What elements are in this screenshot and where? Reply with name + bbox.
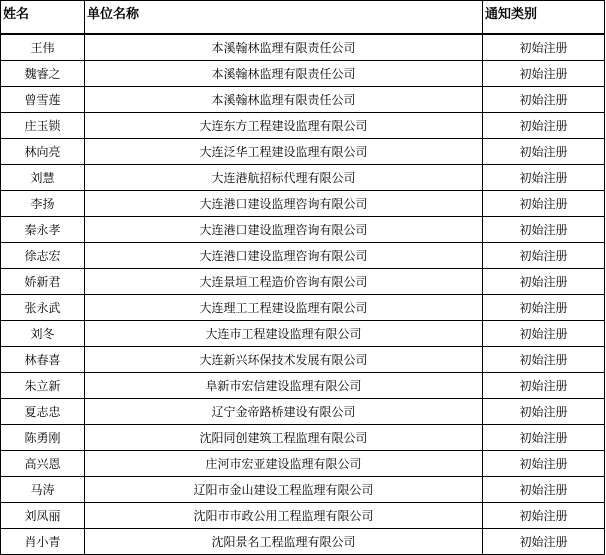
cell-type[interactable]: 初始注册	[483, 269, 605, 295]
cell-type[interactable]: 初始注册	[483, 87, 605, 113]
cell-org[interactable]: 庄河市宏亚建设监理有限公司	[85, 451, 483, 477]
table-row	[1, 191, 605, 217]
cell-name[interactable]: 秦永孝	[1, 217, 85, 243]
cell-type[interactable]: 初始注册	[483, 451, 605, 477]
cell-name[interactable]: 刘冬	[1, 321, 85, 347]
table-row	[1, 295, 605, 321]
table-row	[1, 87, 605, 113]
cell-org[interactable]: 阜新市宏信建设监理有限公司	[85, 373, 483, 399]
table-row	[1, 477, 605, 503]
table-row	[1, 165, 605, 191]
cell-org[interactable]: 大连港口建设监理咨询有限公司	[85, 217, 483, 243]
header-org[interactable]: 单位名称	[85, 1, 483, 35]
header-row	[1, 1, 605, 35]
cell-type[interactable]: 初始注册	[483, 217, 605, 243]
table-row	[1, 269, 605, 295]
cell-name[interactable]: 徐志宏	[1, 243, 85, 269]
table-row	[1, 243, 605, 269]
header-type[interactable]: 通知类别	[483, 1, 605, 35]
table-row	[1, 217, 605, 243]
cell-name[interactable]: 肖小青	[1, 529, 85, 555]
cell-org[interactable]: 大连港口建设监理咨询有限公司	[85, 243, 483, 269]
table-row	[1, 321, 605, 347]
table-row	[1, 347, 605, 373]
cell-name[interactable]: 林向亮	[1, 139, 85, 165]
cell-org[interactable]: 大连港口建设监理咨询有限公司	[85, 191, 483, 217]
cell-org[interactable]: 沈阳市市政公用工程监理有限公司	[85, 503, 483, 529]
cell-type[interactable]: 初始注册	[483, 113, 605, 139]
table-row	[1, 451, 605, 477]
table-row	[1, 503, 605, 529]
table-row	[1, 113, 605, 139]
table-row	[1, 61, 605, 87]
table-row	[1, 425, 605, 451]
cell-org[interactable]: 辽阳市金山建设工程监理有限公司	[85, 477, 483, 503]
cell-name[interactable]: 张永武	[1, 295, 85, 321]
cell-type[interactable]: 初始注册	[483, 61, 605, 87]
table-row	[1, 399, 605, 425]
cell-org[interactable]: 大连泛华工程建设监理有限公司	[85, 139, 483, 165]
cell-org[interactable]: 沈阳同创建筑工程监理有限公司	[85, 425, 483, 451]
cell-name[interactable]: 刘慧	[1, 165, 85, 191]
cell-type[interactable]: 初始注册	[483, 243, 605, 269]
cell-type[interactable]: 初始注册	[483, 165, 605, 191]
cell-org[interactable]: 辽宁金帝路桥建设有限公司	[85, 399, 483, 425]
cell-name[interactable]: 朱立新	[1, 373, 85, 399]
cell-name[interactable]: 娇新君	[1, 269, 85, 295]
cell-type[interactable]: 初始注册	[483, 425, 605, 451]
cell-type[interactable]: 初始注册	[483, 503, 605, 529]
cell-org[interactable]: 大连东方工程建设监理有限公司	[85, 113, 483, 139]
table-row	[1, 139, 605, 165]
cell-org[interactable]: 大连理工工程建设监理有限公司	[85, 295, 483, 321]
cell-org[interactable]: 沈阳景名工程监理有限公司	[85, 529, 483, 555]
cell-type[interactable]: 初始注册	[483, 34, 605, 61]
cell-name[interactable]: 曾雪莲	[1, 87, 85, 113]
cell-name[interactable]: 魏睿之	[1, 61, 85, 87]
cell-type[interactable]: 初始注册	[483, 321, 605, 347]
cell-org[interactable]: 大连新兴环保技术发展有限公司	[85, 347, 483, 373]
cell-type[interactable]: 初始注册	[483, 399, 605, 425]
cell-name[interactable]: 王伟	[1, 34, 85, 61]
cell-name[interactable]: 陈勇刚	[1, 425, 85, 451]
table-row	[1, 529, 605, 555]
cell-name[interactable]: 李扬	[1, 191, 85, 217]
table-row	[1, 373, 605, 399]
cell-name[interactable]: 庄玉锁	[1, 113, 85, 139]
cell-type[interactable]: 初始注册	[483, 191, 605, 217]
cell-name[interactable]: 高兴恩	[1, 451, 85, 477]
cell-type[interactable]: 初始注册	[483, 529, 605, 555]
cell-type[interactable]: 初始注册	[483, 477, 605, 503]
cell-type[interactable]: 初始注册	[483, 347, 605, 373]
header-name[interactable]: 姓名	[1, 1, 85, 35]
cell-type[interactable]: 初始注册	[483, 139, 605, 165]
cell-name[interactable]: 马涛	[1, 477, 85, 503]
cell-org[interactable]: 大连景垣工程造价咨询有限公司	[85, 269, 483, 295]
cell-type[interactable]: 初始注册	[483, 373, 605, 399]
table-row	[1, 34, 605, 61]
cell-org[interactable]: 本溪翰林监理有限责任公司	[85, 34, 483, 61]
cell-name[interactable]: 林春喜	[1, 347, 85, 373]
cell-org[interactable]: 本溪翰林监理有限责任公司	[85, 87, 483, 113]
cell-org[interactable]: 本溪翰林监理有限责任公司	[85, 61, 483, 87]
cell-org[interactable]: 大连港航招标代理有限公司	[85, 165, 483, 191]
cell-org[interactable]: 大连市工程建设监理有限公司	[85, 321, 483, 347]
cell-type[interactable]: 初始注册	[483, 295, 605, 321]
cell-name[interactable]: 刘凤丽	[1, 503, 85, 529]
cell-name[interactable]: 夏志忠	[1, 399, 85, 425]
